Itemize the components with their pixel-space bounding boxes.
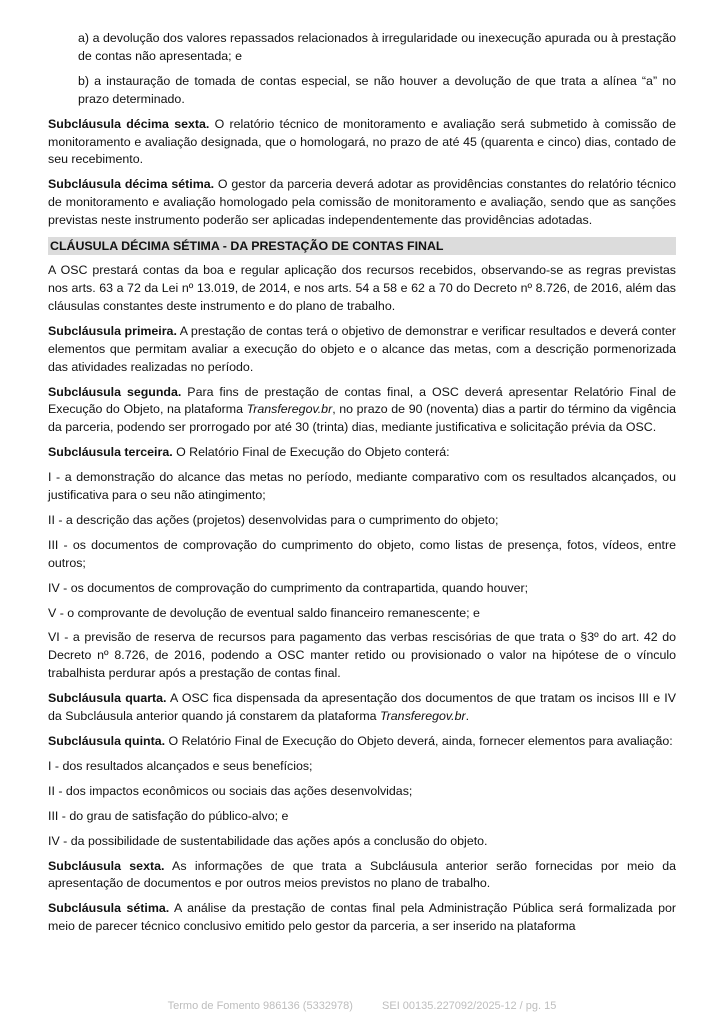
subclause-label: Subcláusula quarta. — [48, 691, 167, 706]
subclause-label: Subcláusula segunda. — [48, 384, 182, 399]
subclause-paragraph — [48, 176, 676, 230]
subclause-text: Para fins de prestação de contas final, a OSC deverá apresentar Relatório Final de Execução do Objeto, na plataforma — [48, 384, 676, 417]
document-body — [48, 30, 676, 943]
indented-item: b) a instauração de tomada de contas especial, se não houver a devolução de que trata a alínea “a” no prazo determinado. — [78, 73, 676, 106]
subclause-label: Subcláusula quinta. — [48, 734, 166, 748]
subclause-label: Subcláusula primeira. — [48, 323, 177, 338]
paragraph: III - do grau de satisfação do público-alvo; e — [48, 808, 289, 823]
subclause-paragraph — [48, 858, 676, 894]
subclause-text: . — [465, 709, 470, 724]
subclause-text: , no prazo de 90 (noventa) dias a partir do término da vigência da parceria, podendo ser prorrogado por até 30 (trinta) dias, mediante justificativa e solicitação prévia da OSC. — [48, 402, 676, 435]
paragraph: VI - a previsão de reserva de recursos para pagamento das verbas rescisórias de que trata o §3º do art. 42 do Decreto nº 8.726, de 2016, podendo a OSC manter retido ou provisionado o valor na hipótese de o vínculo trabalhista perdurar após a prestação de contas final. — [48, 630, 676, 681]
indented-item: a) a devolução dos valores repassados relacionados à irregularidade ou inexecução apurada ou à prestação de contas não apresentada; e — [78, 31, 676, 63]
subclause-paragraph — [48, 384, 676, 438]
subclause-text: O gestor da parceria deverá adotar as providências constantes do relatório técnico de monitoramento e avaliação homologado pela comissão de monitoramento e avaliação, sendo que as sanções previstas neste instrumento poderão ser aplicadas independentemente das providências adotadas. — [48, 177, 676, 228]
subclause-paragraph — [48, 444, 676, 462]
subclause-label: Subcláusula décima sétima. — [48, 177, 215, 192]
page-footer — [0, 1000, 724, 1012]
paragraph: II - a descrição das ações (projetos) desenvolvidas para o cumprimento do objeto; — [48, 512, 499, 527]
platform-name: Transferegov.br — [380, 709, 466, 724]
subclause-label: Subcláusula sexta. — [48, 858, 165, 873]
subclause-paragraph — [48, 323, 676, 377]
paragraph: IV - da possibilidade de sustentabilidade das ações após a conclusão do objeto. — [48, 833, 488, 848]
subclause-label: Subcláusula décima sexta. — [48, 116, 210, 131]
paragraph: I - a demonstração do alcance das metas no período, mediante comparativo com os resultados alcançados, ou justificativa para o seu não atingimento; — [48, 470, 676, 503]
subclause-paragraph — [48, 900, 676, 936]
paragraph: IV - os documentos de comprovação do cumprimento da contrapartida, quando houver; — [48, 580, 529, 595]
subclause-text: A prestação de contas terá o objetivo de demonstrar e verificar resultados e deverá conter elementos que permitam avaliar a execução do objeto e o alcance das metas, com a descrição pormenorizada das atividades realizadas no período. — [48, 323, 676, 374]
subclause-text: As informações de que trata a Subcláusula anterior serão fornecidas por meio da apresentação de documentos e por outros meios previstos no plano de trabalho. — [48, 858, 676, 891]
paragraph: V - o comprovante de devolução de eventual saldo financeiro remanescente; e — [48, 605, 480, 620]
subclause-text: A OSC fica dispensada da apresentação dos documentos de que tratam os incisos III e IV da Subcláusula anterior quando já constarem da plataforma — [48, 691, 677, 724]
paragraph: I - dos resultados alcançados e seus benefícios; — [48, 758, 313, 773]
paragraph: III - os documentos de comprovação do cumprimento do objeto, como listas de presença, fotos, vídeos, entre outros; — [48, 537, 676, 570]
subclause-paragraph — [48, 690, 676, 726]
footer-document-id: Termo de Fomento 986136 (5332978) — [167, 1000, 353, 1012]
subclause-paragraph — [48, 116, 676, 170]
subclause-text: O relatório técnico de monitoramento e avaliação será submetido à comissão de monitoramento e avaliação designada, que o homologará, no prazo de até 45 (quarenta e cinco) dias, contado de seu recebimento. — [48, 116, 676, 167]
subclause-text: O Relatório Final de Execução do Objeto deverá, ainda, fornecer elementos para avaliação: — [165, 734, 673, 748]
subclause-paragraph — [48, 733, 676, 751]
paragraph: A OSC prestará contas da boa e regular aplicação dos recursos recebidos, observando-se as regras previstas nos arts. 63 a 72 da Lei nº 13.019, de 2014, e nos arts. 54 a 58 e 62 a 70 do Decreto nº 8.726, de 2016, além das cláusulas constantes deste instrumento e do plano de trabalho. — [48, 263, 676, 313]
section-heading: CLÁUSULA DÉCIMA SÉTIMA - DA PRESTAÇÃO DE CONTAS FINAL — [48, 237, 676, 255]
subclause-text: A análise da prestação de contas final pela Administração Pública será formalizada por meio de parecer técnico conclusivo emitido pelo gestor da parceria, a ser inserido na plataforma — [48, 901, 677, 934]
subclause-label: Subcláusula sétima. — [48, 901, 170, 916]
platform-name: Transferegov.br — [246, 402, 333, 417]
subclause-label: Subcláusula terceira. — [48, 445, 173, 460]
subclause-text: O Relatório Final de Execução do Objeto conterá: — [172, 445, 450, 460]
paragraph: II - dos impactos econômicos ou sociais das ações desenvolvidas; — [48, 783, 413, 798]
footer-process-page: SEI 00135.227092/2025-12 / pg. 15 — [382, 1000, 557, 1012]
